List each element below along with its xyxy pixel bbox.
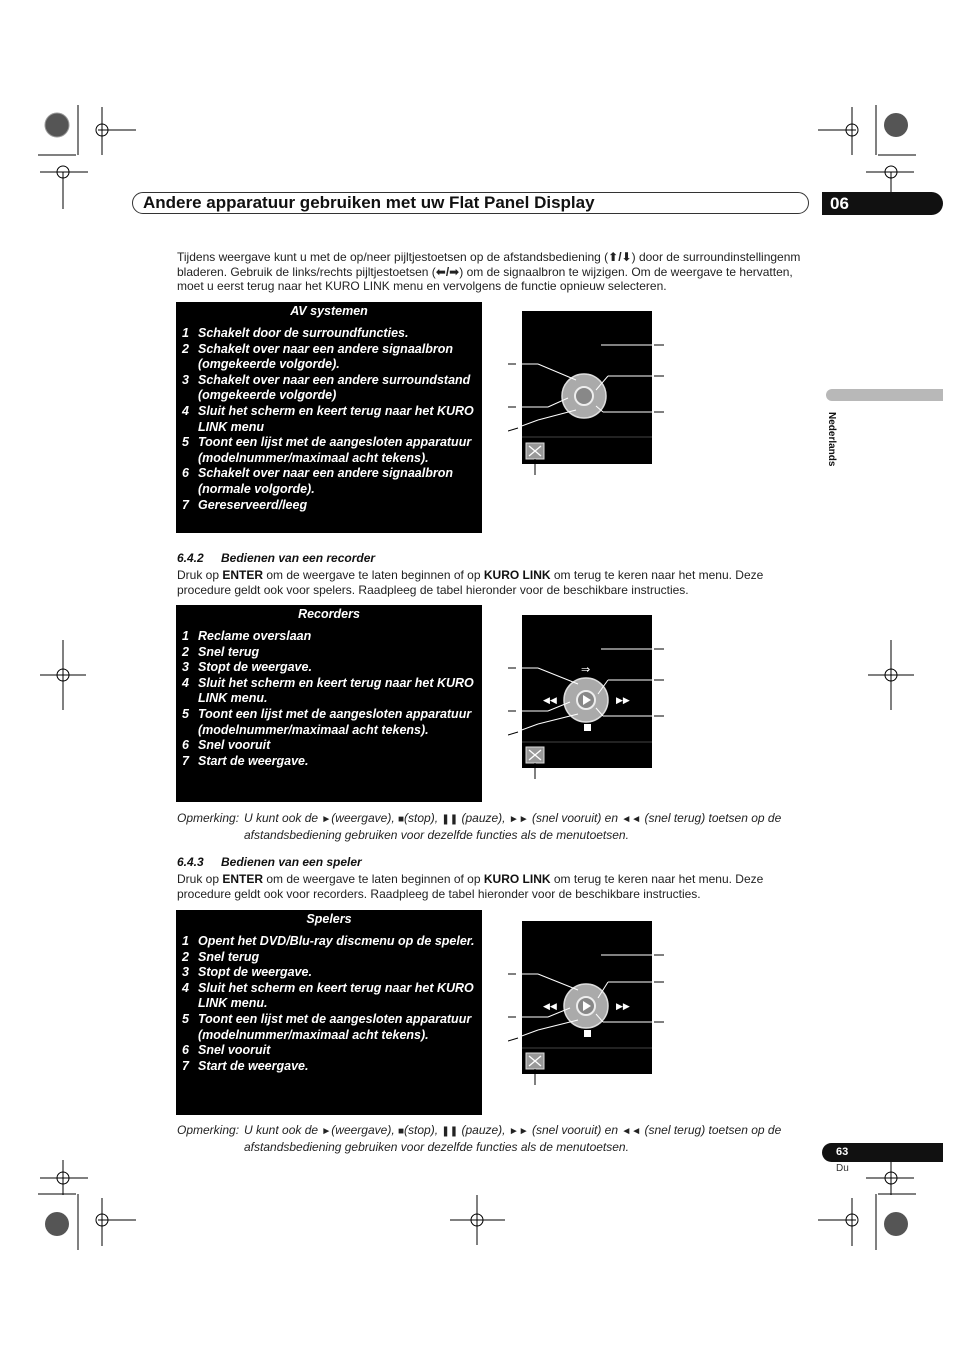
players-item-text: Sluit het scherm en keert terug naar het KURO LINK menu. [198, 980, 474, 1011]
av-systems-item-text: Schakelt door de surroundfuncties. [198, 326, 409, 340]
recorders-item-text: Toont een lijst met de aangesloten apparatuur (modelnummer/maximaal acht tekens). [198, 706, 472, 737]
recorders-item-text: Snel terug [198, 644, 260, 659]
recorders-item-text: Stopt de weergave. [198, 660, 312, 675]
av-systems-item-text: Schakelt over naar een andere signaalbron (omgekeerde volgorde). [198, 341, 453, 372]
players-item-number: 6 [182, 1043, 189, 1058]
players-list [176, 934, 482, 1074]
av-systems-item-number: 6 [182, 466, 189, 481]
players-item [182, 934, 478, 950]
players-item-text: Snel vooruit [198, 1043, 271, 1058]
player-section-heading: 6.4.3 Bedienen van een speler [177, 855, 362, 869]
recorders-item-text: Start de weergave. [198, 753, 309, 768]
chapter-badge: 06 [822, 192, 943, 215]
recorders-item-number: 3 [182, 660, 189, 675]
recorders-item [182, 645, 478, 661]
recorders-item-number: 6 [182, 738, 189, 753]
av-systems-item-number: 3 [182, 372, 189, 387]
stop-icon: ■ [398, 814, 405, 825]
left-right-arrow-icon: ⬅/➡ [435, 264, 460, 279]
av-systems-item-text: Sluit het scherm en keert terug naar het KURO LINK menu [198, 403, 474, 434]
av-systems-item-number: 4 [182, 403, 189, 418]
players-item-text: Opent het DVD/Blu-ray discmenu op de speler. [198, 934, 475, 948]
rewind-icon: ◀◀ [543, 1002, 557, 1012]
players-item-number: 4 [182, 980, 189, 995]
players-item [182, 1059, 478, 1075]
fast-forward-icon: ►► [508, 1126, 529, 1137]
players-item-number: 1 [182, 934, 189, 948]
skip-icon: ⇒ [581, 663, 591, 676]
recorders-item-number: 4 [182, 675, 189, 690]
players-box [176, 910, 482, 1115]
fast-forward-icon: ►► [508, 814, 529, 825]
av-systems-item [182, 435, 478, 466]
recorders-item-number: 7 [182, 753, 189, 768]
registration-mark-bottom-right [816, 1160, 916, 1250]
av-systems-item-number: 5 [182, 435, 189, 450]
recorders-item [182, 676, 478, 707]
rewind-icon: ◄◄ [621, 814, 642, 825]
language-tab [826, 389, 943, 401]
av-systems-item [182, 404, 478, 435]
players-item-text: Snel terug [198, 949, 260, 964]
players-item [182, 1043, 478, 1059]
fast-forward-icon: ▶▶ [616, 696, 630, 706]
recorders-item-number: 5 [182, 706, 189, 721]
recorders-item [182, 754, 478, 770]
av-systems-item [182, 342, 478, 373]
players-item [182, 950, 478, 966]
players-item [182, 981, 478, 1012]
av-systems-title: AV systemen [290, 304, 368, 318]
intro-paragraph: Tijdens weergave kunt u met de op/neer pijltjestoetsen op de afstandsbediening (⬆/⬇) door de surroundinstellingenm bladeren. Gebruik de links/rechts pijltjestoetsen (⬅/➡) om de signaalbron te wijzigen. Om de weergave te hervatten, moet u eerst terug naar het KURO LINK menu en vervolgens de functie opnieuw selecteren. [177, 250, 801, 293]
up-down-arrow-icon: ⬆/⬇ [608, 250, 632, 264]
players-item [182, 965, 478, 981]
av-systems-item [182, 498, 478, 514]
players-item-text: Stopt de weergave. [198, 965, 312, 980]
recorder-note: Opmerking: U kunt ook de ►(weergave), ■(stop), ❚❚ (pauze), ►► (snel vooruit) en ◄◄ (snel terug) toetsen op de afstandsbediening gebruiken voor dezelfde functies als de menutoetsen. [177, 811, 782, 842]
play-icon: ► [321, 1126, 332, 1137]
av-systems-item [182, 326, 478, 342]
av-systems-box [176, 302, 482, 533]
recorders-item-number: 1 [182, 629, 189, 643]
play-icon: ► [321, 814, 332, 825]
registration-mark-top-left [38, 105, 138, 210]
recorders-item [182, 660, 478, 676]
recorders-list [176, 629, 482, 769]
av-systems-item-text: Schakelt over naar een andere surroundstand (omgekeerde volgorde) [198, 372, 471, 403]
av-systems-item-number: 7 [182, 497, 189, 512]
recorders-title: Recorders [298, 607, 360, 621]
registration-mark-bottom-left [38, 1160, 138, 1250]
players-item-text: Toont een lijst met de aangesloten apparatuur (modelnummer/maximaal acht tekens). [198, 1011, 472, 1042]
av-systems-item [182, 466, 478, 497]
av-systems-item-text: Schakelt over naar een andere signaalbron (normale volgorde). [198, 466, 453, 496]
av-systems-list [176, 326, 482, 513]
recorder-section-heading: 6.4.2 Bedienen van een recorder [177, 551, 376, 565]
players-title: Spelers [306, 912, 352, 926]
players-item [182, 1012, 478, 1043]
registration-mark-mid-left [38, 640, 88, 710]
rewind-icon: ◄◄ [621, 1126, 642, 1137]
registration-mark-bottom-center [450, 1195, 505, 1245]
fast-forward-icon: ▶▶ [616, 1002, 630, 1012]
player-note: Opmerking: U kunt ook de ►(weergave), ■(stop), ❚❚ (pauze), ►► (snel vooruit) en ◄◄ (snel terug) toetsen op de afstandsbediening gebruiken voor dezelfde functies als de menutoetsen. [177, 1123, 782, 1154]
players-item-text: Start de weergave. [198, 1058, 309, 1073]
recorder-menu-diagram [508, 614, 668, 779]
player-menu-diagram [508, 920, 668, 1085]
language-label: Nederlands [826, 412, 837, 467]
recorders-item-text: Sluit het scherm en keert terug naar het KURO LINK menu. [198, 675, 474, 706]
players-item-number: 3 [182, 965, 189, 980]
registration-mark-mid-right [866, 640, 916, 710]
page-number: 63 [822, 1143, 943, 1162]
pause-icon: ❚❚ [441, 814, 459, 825]
page-language-code: Du [836, 1163, 849, 1174]
av-systems-item [182, 373, 478, 404]
recorders-item [182, 738, 478, 754]
recorder-paragraph: Druk op ENTER om de weergave te laten beginnen of op KURO LINK om terug te keren naar het menu. Deze procedure geldt ook voor spelers. Raadpleeg de tabel hieronder voor de beschikbare instructies. [177, 568, 764, 597]
stop-icon: ■ [398, 1126, 405, 1137]
pause-icon: ❚❚ [441, 1126, 459, 1137]
av-systems-item-number: 2 [182, 341, 189, 356]
page-title: Andere apparatuur gebruiken met uw Flat Panel Display [143, 193, 595, 212]
av-systems-item-number: 1 [182, 326, 189, 340]
player-paragraph: Druk op ENTER om de weergave te laten beginnen of op KURO LINK om terug te keren naar het menu. Deze procedure geldt ook voor recorders. Raadpleeg de tabel hieronder voor de beschikbare instructies. [177, 872, 764, 901]
recorders-box [176, 605, 482, 802]
recorders-item-number: 2 [182, 644, 189, 659]
players-item-number: 7 [182, 1058, 189, 1073]
recorders-item-text: Snel vooruit [198, 738, 271, 753]
av-systems-menu-diagram [508, 310, 668, 475]
recorders-item-text: Reclame overslaan [198, 629, 312, 643]
recorders-item [182, 629, 478, 645]
recorders-item [182, 707, 478, 738]
av-systems-item-text: Toont een lijst met de aangesloten apparatuur (modelnummer/maximaal acht tekens). [198, 435, 472, 465]
players-item-number: 5 [182, 1011, 189, 1026]
players-item-number: 2 [182, 949, 189, 964]
av-systems-item-text: Gereserveerd/leeg [198, 497, 308, 512]
rewind-icon: ◀◀ [543, 696, 557, 706]
